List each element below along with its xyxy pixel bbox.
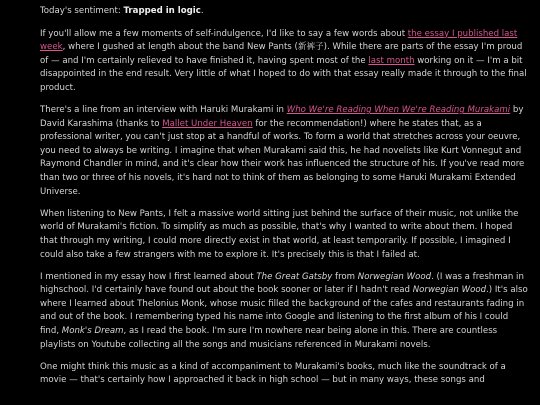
- mallet-under-heaven-link[interactable]: Mallet Under Heaven: [162, 118, 253, 129]
- paragraph-5: One might think this music as a kind of accompaniment to Murakami's books, much like the soundtrack of a movie — that's certainly how I approached it back in high school — but in many ways, these songs and: [40, 361, 506, 386]
- book-title: Who We're Reading When We're Reading Murakami: [286, 105, 511, 116]
- paragraph-3: When listening to New Pants, I felt a massive world sitting just behind the surface of their music, not unlike the world of Murakami's fiction. To simplify as much as possible, that's why I wanted to write about them. I hoped that through my writing, I could more directly exist in that world, at least temporarily. If possible, I imagined I could also take a few strangers with me to explore it. It's precisely this is that I failed at.: [40, 208, 519, 260]
- last-month-link[interactable]: last month: [368, 55, 415, 66]
- paragraph-2: [40, 104, 528, 199]
- great-gatsby-title: The Great Gatsby: [256, 271, 333, 282]
- norwegian-wood-title: Norwegian Wood: [357, 271, 432, 282]
- paragraph-4: [40, 271, 528, 353]
- p4-text-5: , as I read the book. I'm sure I'm nowhere near being alone in this. There are countless playlists on Youtube collecting all the songs and musicians referenced in Murakami novels.: [40, 325, 498, 350]
- p4-text-2: from: [332, 271, 358, 282]
- p2-text-3: for the recommendation!) where he states that, as a professional writer, you can't just stop at a handful of works. To form a world that stretches across your oeuvre, you need to always be writing. I imagine that when Murakami said this, he had novelists like Kurt Vonnegut and Raymond Chandler in mind, and it's clear how their work has influenced the structure of his. If you've read more than two or three of his novels, it's hard not to think of them as belonging to some Haruki Murakami Extended Universe.: [40, 118, 525, 197]
- sentiment-period: .: [200, 6, 204, 16]
- p4-text-1: I mentioned in my essay how I first learned about: [40, 271, 257, 282]
- monks-dream-title: Monk's Dream: [61, 325, 124, 336]
- p1-text-1: If you'll allow me a few moments of self-indulgence, I'd like to say a few words about: [40, 28, 408, 39]
- p2-text-2: by David Karashima (thanks to: [40, 105, 524, 129]
- sentiment-line: [40, 5, 528, 19]
- p1-text-2: , where I gushed at length about the band New Pants (新裤子). While there are parts of the essay I'm proud of — and I'm certainly relieved to have finished it, having spent most of the: [40, 42, 523, 66]
- sentiment-value: Trapped in logic: [123, 6, 201, 16]
- p2-text-1: There's a line from an interview with Haruki Murakami in: [40, 105, 287, 116]
- norwegian-wood-title-2: Norwegian Wood: [412, 285, 487, 296]
- p1-text-3: working on it — I'm a bit disappointed in the end result. Very little of what I hoped to do with that essay really made it through to the final product.: [40, 55, 527, 93]
- essay-link[interactable]: the essay I published last week: [40, 28, 518, 53]
- p4-text-3: . (I was a freshman in highschool. I'd certainly have found out about the book sooner or later if I hadn't read: [40, 271, 524, 296]
- paragraph-1: [40, 28, 528, 96]
- book-link[interactable]: [287, 105, 510, 115]
- sentiment-label: Today's sentiment:: [40, 6, 121, 16]
- p4-text-4: .) It's also where I learned about Thelonius Monk, whose music filled the background of the cafes and restaurants fading in and out of the book. I remembering typed his name into Google and listening to the first album of his I could find,: [40, 285, 528, 336]
